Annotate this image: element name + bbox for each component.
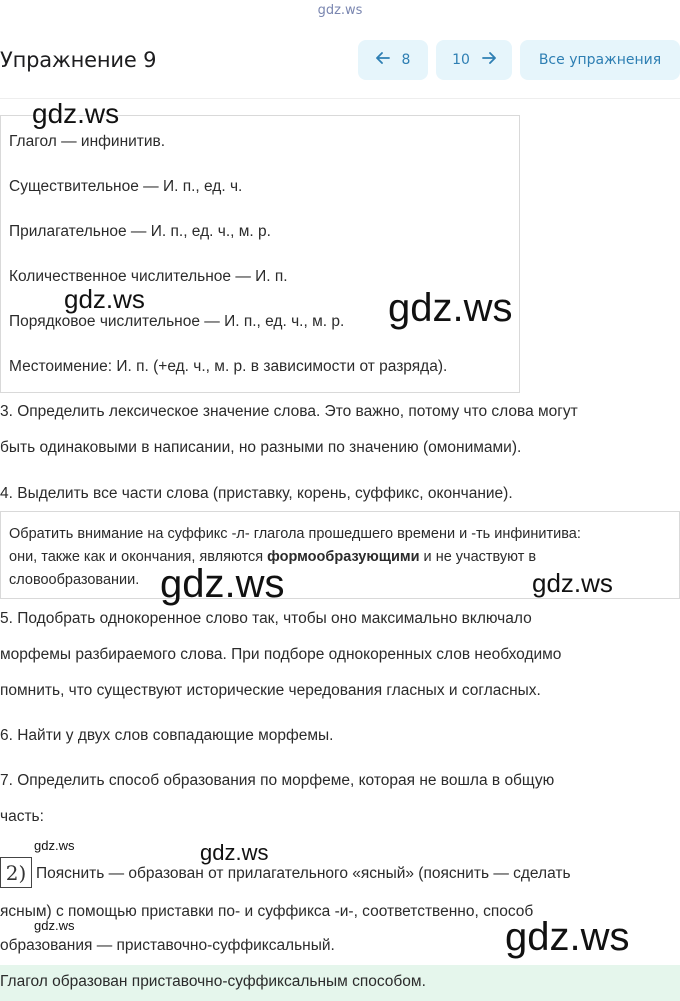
watermark: gdz.ws: [64, 284, 145, 314]
step-3-line-2: быть одинаковыми в написании, но разными по значению (омонимами).: [0, 439, 522, 456]
prev-exercise-label: 8: [401, 52, 411, 68]
step-5-line-2: морфемы разбираемого слова. При подборе однокоренных слов необходимо: [0, 646, 562, 663]
step-7-line-1: 7. Определить способ образования по морфеме, которая не вошла в общую: [0, 772, 555, 789]
answer-highlight: [0, 965, 680, 1001]
box-line: Глагол — инфинитив.: [9, 133, 166, 150]
watermark: gdz.ws: [388, 286, 513, 330]
note-line-1: Обратить внимание на суффикс -л- глагола прошедшего времени и -ть инфинитива:: [9, 526, 581, 542]
step-3-line-1: 3. Определить лексическое значение слова. Это важно, потому что слова могут: [0, 403, 578, 420]
note-line-3: словообразовании.: [9, 572, 140, 588]
box-line: Порядковое числительное — И. п., ед. ч., м. р.: [9, 313, 345, 330]
box-line: Прилагательное — И. п., ед. ч., м. р.: [9, 223, 271, 240]
note-line-2: они, также как и окончания, являются формообразующими и не участвуют в: [9, 549, 537, 565]
prev-exercise-button[interactable]: [358, 40, 428, 80]
example-line-2: ясным) с помощью приставки по- и суффикса -и-, соответственно, способ: [0, 903, 534, 920]
watermark: gdz.ws: [200, 840, 269, 865]
step-4: 4. Выделить все части слова (приставку, корень, суффикс, окончание).: [0, 485, 513, 502]
example-line-1: Пояснить — образован от прилагательного «ясный» (пояснить — сделать: [36, 865, 571, 882]
step-6: 6. Найти у двух слов совпадающие морфемы.: [0, 727, 334, 744]
arrow-left-icon: [376, 52, 390, 68]
step-5-line-1: 5. Подобрать однокоренное слово так, чтобы оно максимально включало: [0, 610, 532, 627]
step-7-line-2: часть:: [0, 808, 44, 825]
watermark: gdz.ws: [160, 562, 285, 606]
example-line-3: образования — приставочно-суффиксальный.: [0, 937, 335, 954]
step-5-line-3: помнить, что существуют исторические чередования гласных и согласных.: [0, 682, 541, 699]
answer-text: Глагол образован приставочно-суффиксальным способом.: [0, 973, 426, 990]
exercise-header: [0, 40, 680, 82]
top-watermark: gdz.ws: [317, 3, 363, 18]
arrow-right-icon: [482, 52, 496, 68]
all-exercises-button[interactable]: Все упражнения: [520, 40, 680, 80]
box-line: Местоимение: И. п. (+ед. ч., м. р. в зависимости от разряда).: [9, 358, 448, 375]
box-line: Существительное — И. п., ед. ч.: [9, 178, 243, 195]
watermark: gdz.ws: [505, 915, 630, 959]
watermark: gdz.ws: [532, 568, 613, 598]
watermark: gdz.ws: [34, 918, 75, 933]
example-number-box: 2): [0, 857, 32, 888]
next-exercise-label: 10: [452, 52, 470, 68]
next-exercise-button[interactable]: [436, 40, 512, 80]
watermark: gdz.ws: [34, 838, 75, 853]
parts-of-speech-box: [0, 115, 520, 393]
box-line: Количественное числительное — И. п.: [9, 268, 288, 285]
note-bold-term: формообразующими: [267, 549, 420, 565]
page-title: Упражнение 9: [0, 48, 157, 72]
watermark: gdz.ws: [32, 98, 120, 129]
